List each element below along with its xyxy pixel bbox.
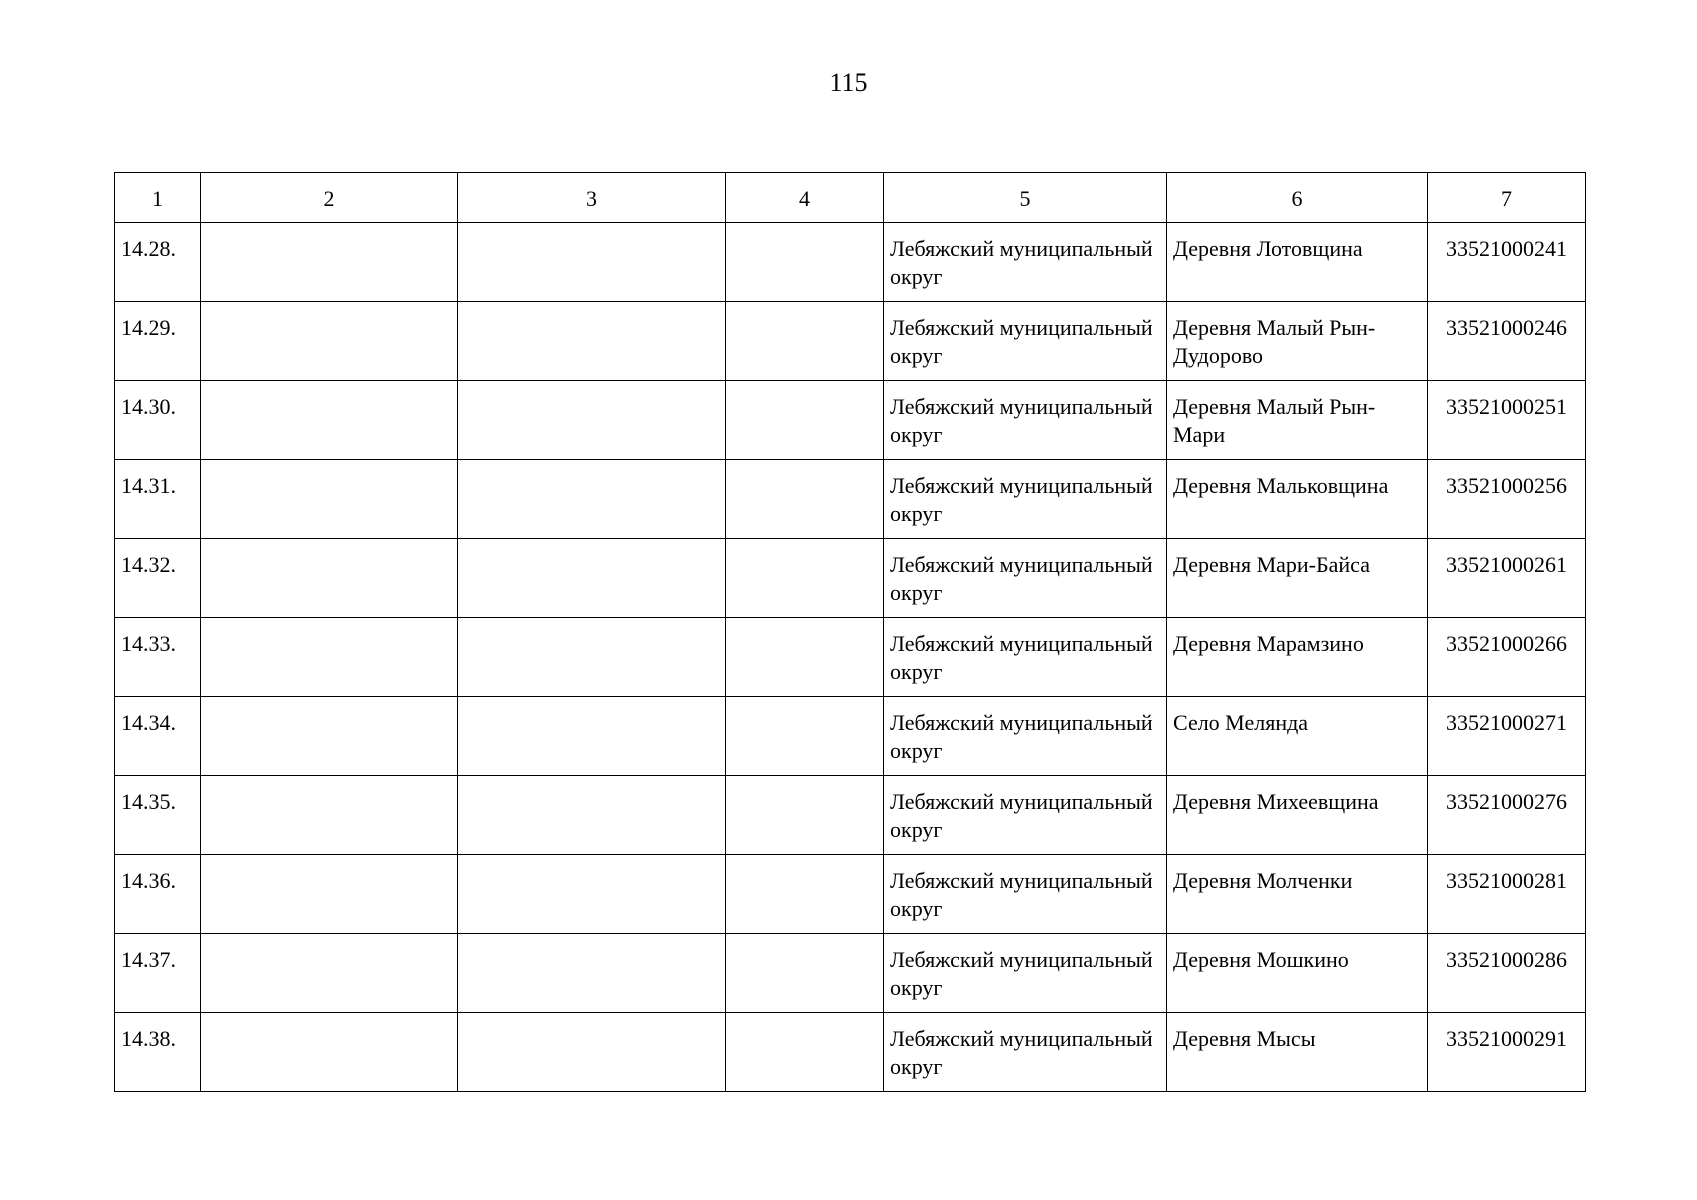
table-cell — [201, 539, 458, 618]
table-row — [115, 460, 1586, 539]
oktmo-code-cell: 33521000271 — [1428, 697, 1586, 776]
table-row — [115, 539, 1586, 618]
table-row — [115, 934, 1586, 1013]
row-number: 14.36. — [115, 855, 201, 934]
table-row — [115, 1013, 1586, 1092]
settlement-cell: Деревня Лотовщина — [1167, 223, 1428, 302]
municipality-cell: Лебяжский муниципальный округ — [884, 776, 1167, 855]
table-cell — [458, 697, 726, 776]
table-row — [115, 697, 1586, 776]
oktmo-code-cell: 33521000276 — [1428, 776, 1586, 855]
table-cell — [458, 618, 726, 697]
table-cell — [726, 855, 884, 934]
page-number: 115 — [829, 68, 868, 97]
row-number: 14.28. — [115, 223, 201, 302]
table-cell — [458, 855, 726, 934]
table-cell — [458, 302, 726, 381]
table-row — [115, 223, 1586, 302]
table-cell — [726, 460, 884, 539]
column-header: 3 — [458, 173, 726, 223]
municipality-cell: Лебяжский муниципальный округ — [884, 1013, 1167, 1092]
settlement-cell: Деревня Михеевщина — [1167, 776, 1428, 855]
table-cell — [726, 934, 884, 1013]
municipality-cell: Лебяжский муниципальный округ — [884, 381, 1167, 460]
table-cell — [201, 302, 458, 381]
row-number: 14.38. — [115, 1013, 201, 1092]
settlement-table — [114, 172, 1586, 1092]
table-cell — [201, 697, 458, 776]
row-number: 14.30. — [115, 381, 201, 460]
table-cell — [201, 855, 458, 934]
row-number: 14.29. — [115, 302, 201, 381]
table-cell — [726, 302, 884, 381]
settlement-cell: Деревня Малый Рын-Мари — [1167, 381, 1428, 460]
table-cell — [726, 618, 884, 697]
column-header: 7 — [1428, 173, 1586, 223]
settlement-cell: Деревня Мари-Байса — [1167, 539, 1428, 618]
column-header: 1 — [115, 173, 201, 223]
oktmo-code-cell: 33521000246 — [1428, 302, 1586, 381]
column-header: 2 — [201, 173, 458, 223]
oktmo-code-cell: 33521000286 — [1428, 934, 1586, 1013]
settlement-cell: Село Меляндa — [1167, 697, 1428, 776]
row-number: 14.32. — [115, 539, 201, 618]
table-cell — [458, 223, 726, 302]
row-number: 14.31. — [115, 460, 201, 539]
municipality-cell: Лебяжский муниципальный округ — [884, 539, 1167, 618]
table-cell — [201, 381, 458, 460]
settlement-cell: Деревня Малый Рын-Дудорово — [1167, 302, 1428, 381]
table-cell — [726, 223, 884, 302]
municipality-cell: Лебяжский муниципальный округ — [884, 460, 1167, 539]
oktmo-code-cell: 33521000241 — [1428, 223, 1586, 302]
table-header-row — [115, 173, 1586, 223]
settlement-cell: Деревня Мошкино — [1167, 934, 1428, 1013]
table-cell — [458, 460, 726, 539]
table-row — [115, 618, 1586, 697]
table-cell — [458, 934, 726, 1013]
municipality-cell: Лебяжский муниципальный округ — [884, 618, 1167, 697]
oktmo-code-cell: 33521000256 — [1428, 460, 1586, 539]
table-row — [115, 855, 1586, 934]
settlement-cell: Деревня Марамзино — [1167, 618, 1428, 697]
oktmo-code-cell: 33521000251 — [1428, 381, 1586, 460]
table-cell — [201, 618, 458, 697]
table-cell — [726, 776, 884, 855]
table-cell — [201, 1013, 458, 1092]
row-number: 14.33. — [115, 618, 201, 697]
table-cell — [201, 776, 458, 855]
row-number: 14.35. — [115, 776, 201, 855]
table-cell — [726, 381, 884, 460]
table-cell — [726, 1013, 884, 1092]
table-cell — [458, 539, 726, 618]
table-row — [115, 776, 1586, 855]
column-header: 6 — [1167, 173, 1428, 223]
table-row — [115, 381, 1586, 460]
settlement-cell: Деревня Мысы — [1167, 1013, 1428, 1092]
column-header: 5 — [884, 173, 1167, 223]
table-cell — [201, 460, 458, 539]
settlement-cell: Деревня Молченки — [1167, 855, 1428, 934]
settlement-cell: Деревня Мальковщина — [1167, 460, 1428, 539]
oktmo-code-cell: 33521000291 — [1428, 1013, 1586, 1092]
table-cell — [201, 934, 458, 1013]
row-number: 14.37. — [115, 934, 201, 1013]
table-cell — [458, 381, 726, 460]
oktmo-code-cell: 33521000261 — [1428, 539, 1586, 618]
row-number: 14.34. — [115, 697, 201, 776]
column-header: 4 — [726, 173, 884, 223]
table-cell — [726, 697, 884, 776]
table-row — [115, 302, 1586, 381]
municipality-cell: Лебяжский муниципальный округ — [884, 302, 1167, 381]
table-cell — [726, 539, 884, 618]
table-cell — [201, 223, 458, 302]
municipality-cell: Лебяжский муниципальный округ — [884, 855, 1167, 934]
oktmo-code-cell: 33521000281 — [1428, 855, 1586, 934]
municipality-cell: Лебяжский муниципальный округ — [884, 223, 1167, 302]
table-cell — [458, 776, 726, 855]
oktmo-code-cell: 33521000266 — [1428, 618, 1586, 697]
municipality-cell: Лебяжский муниципальный округ — [884, 934, 1167, 1013]
table-cell — [458, 1013, 726, 1092]
municipality-cell: Лебяжский муниципальный округ — [884, 697, 1167, 776]
